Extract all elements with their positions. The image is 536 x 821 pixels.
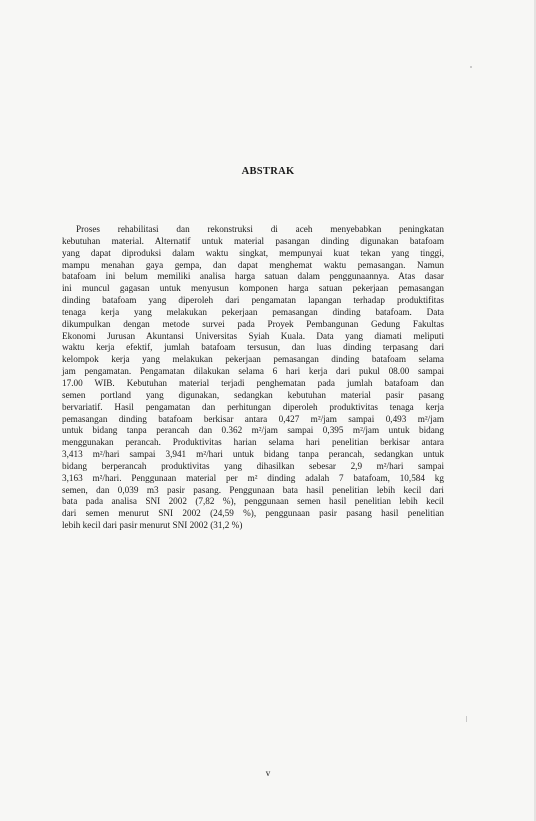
abstract-line: Ekonomi Jurusan Akuntansi Universitas Syiah Kuala. Data yang diamati meliputi	[62, 330, 444, 341]
abstract-line: yang dapat diproduksi dalam waktu singkat, mempunyai kuat tekan yang tinggi,	[62, 247, 444, 258]
abstract-line: dikumpulkan dengan metode survei pada Proyek Pembangunan Gedung Fakultas	[62, 318, 444, 329]
abstract-line: mampu menahan gaya gempa, dan dapat menghemat waktu pemasangan. Namun	[62, 259, 444, 270]
abstract-line: tenaga kerja yang melakukan pekerjaan pemasangan dinding batafoam. Data	[62, 306, 444, 317]
abstract-line: lebih kecil dari pasir menurut SNI 2002 (31,2 %)	[62, 520, 243, 531]
abstract-line: untuk bidang tanpa perancah dan 0.362 m²/jam sampai 0,395 m²/jam untuk bidang	[62, 425, 444, 436]
abstract-line: pemasangan dinding batafoam berkisar antara 0,427 m²/jam sampai 0,493 m²/jam	[62, 413, 444, 424]
abstract-line: 3,413 m²/hari sampai 3,941 m²/hari untuk bidang tanpa perancah, sedangkan untuk	[62, 449, 444, 460]
abstract-line: ini muncul gagasan untuk menyusun komponen harga satuan pekerjaan pemasangan	[62, 283, 444, 294]
abstract-body	[62, 224, 444, 532]
abstract-line: bidang berperancah produktivitas yang dihasilkan sebesar 2,9 m²/hari sampai	[62, 460, 444, 471]
page-number: v	[265, 768, 271, 778]
abstract-line: dinding batafoam yang diperoleh dari pengamatan lapangan terhadap produktifitas	[62, 295, 444, 306]
abstract-line: jam pengamatan. Pengamatan dilakukan selama 6 hari kerja dari pukul 08.00 sampai	[62, 366, 444, 377]
abstract-line: 3,163 m²/hari. Penggunaan material per m² dinding adalah 7 batafoam, 10,584 kg	[62, 472, 444, 483]
abstract-heading: ABSTRAK	[241, 166, 295, 177]
abstract-line: bata pada analisa SNI 2002 (7,82 %), penggunaan semen hasil penelitian lebih kecil	[62, 496, 444, 507]
abstract-line: batafoam ini belum memiliki analisa harga satuan dalam penggunaannya. Atas dasar	[62, 271, 444, 282]
abstract-line: 17.00 WIB. Kebutuhan material terjadi penghematan pada jumlah batafoam dan	[62, 377, 444, 388]
abstract-line: semen portland yang digunakan, sedangkan kebutuhan material pasir pasang	[62, 389, 444, 400]
scan-mark	[466, 716, 467, 722]
abstract-line: kelompok kerja yang melakukan pekerjaan pemasangan dinding batafoam selama	[62, 354, 444, 365]
abstract-line: dari semen menurut SNI 2002 (24,59 %), penggunaan pasir pasang hasil penelitian	[62, 508, 444, 519]
abstract-line: bervariatif. Hasil pengamatan dan perhitungan diperoleh produktivitas tenaga kerja	[62, 401, 444, 412]
abstract-line: menggunakan perancah. Produktivitas harian selama hari penelitian berkisar antara	[62, 437, 444, 448]
abstract-line: kebutuhan material. Alternatif untuk material pasangan dinding digunakan batafoam	[62, 235, 444, 246]
scan-speck	[470, 66, 472, 68]
abstract-line: Proses rehabilitasi dan rekonstruksi di aceh menyebabkan peningkatan	[76, 224, 444, 234]
abstract-line: waktu kerja efektif, jumlah batafoam tersusun, dan luas dinding terpasang dari	[62, 342, 444, 353]
abstract-line: semen, dan 0,039 m3 pasir pasang. Penggunaan bata hasil penelitian lebih kecil dari	[62, 484, 444, 495]
